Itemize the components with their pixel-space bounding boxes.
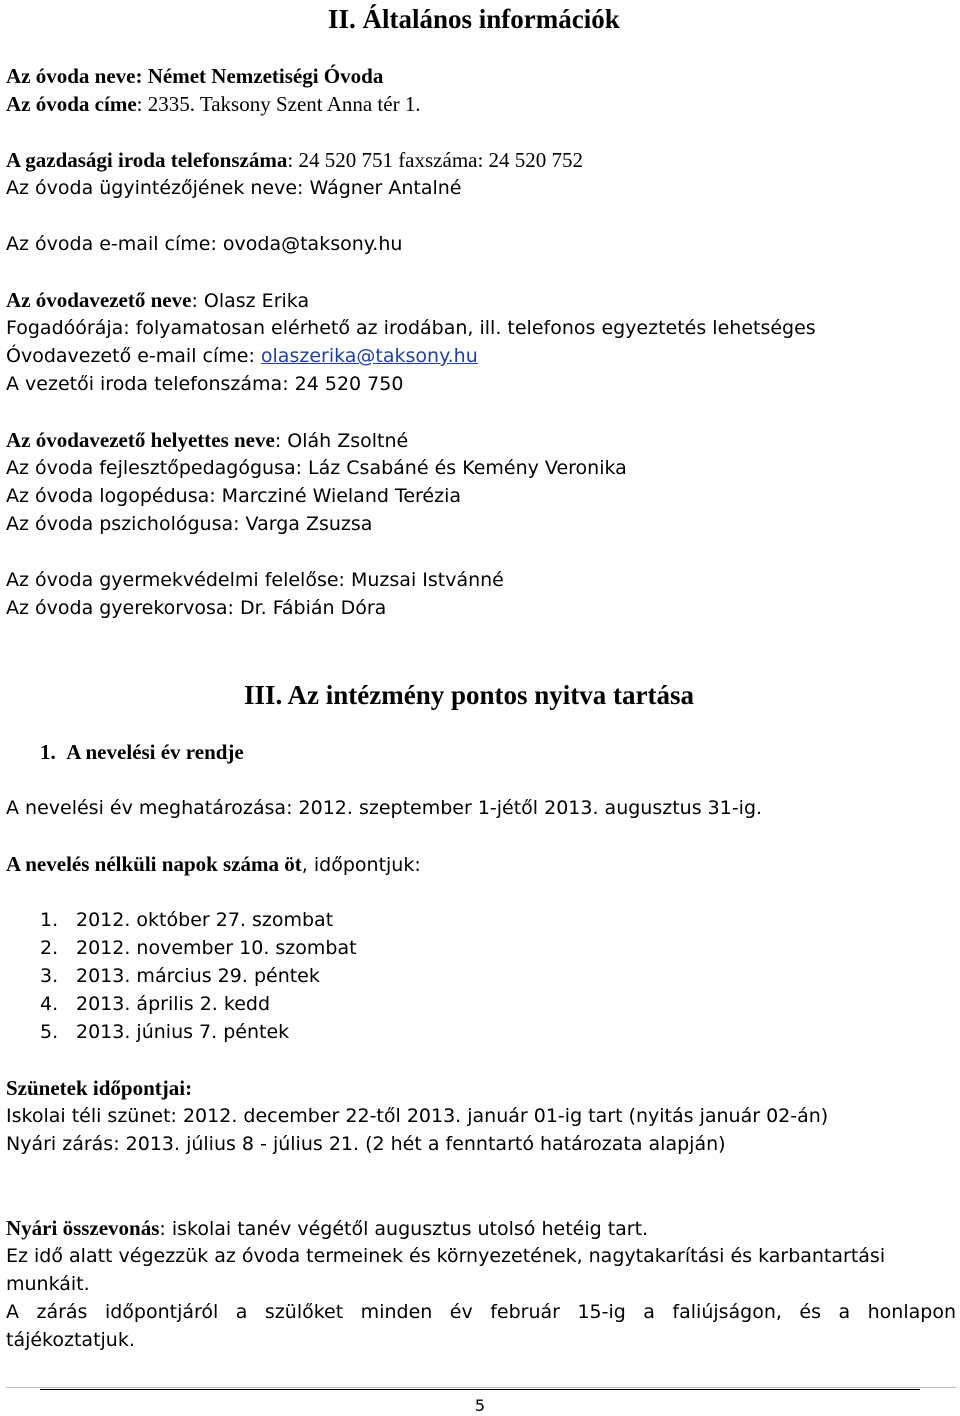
section-3-title: III. Az intézmény pontos nyitva tartása <box>244 680 694 710</box>
list-item <box>40 936 357 960</box>
child-protection-officer: Az óvoda gyermekvédelmi felelőse: Muzsai Istvánné <box>6 569 504 591</box>
list-item-number: 1. <box>40 909 59 931</box>
cleaning-line-1: Ez idő alatt végezzük az óvoda termeinek és környezetének, nagytakarítási és karbantartási <box>6 1245 886 1267</box>
footer-divider <box>40 1389 920 1390</box>
cleaning-line-2: munkáit. <box>6 1273 90 1295</box>
office-phone-label: A gazdasági iroda telefonszáma <box>6 148 288 172</box>
summer-merge <box>6 1216 648 1241</box>
notice-line-2: tájékoztatjuk. <box>6 1329 135 1351</box>
summer-closure: Nyári zárás: 2013. július 8 - július 21. (2 hét a fenntartó határozata alapján) <box>6 1133 726 1155</box>
director-email-label: Óvodavezető e-mail címe: <box>6 345 261 367</box>
winter-break: Iskolai téli szünet: 2012. december 22-től 2013. január 01-ig tart (nyitás január 02-án) <box>6 1105 829 1127</box>
development-teacher: Az óvoda fejlesztőpedagógusa: Láz Csabáné és Kemény Veronika <box>6 457 627 479</box>
summer-merge-label: Nyári összevonás <box>6 1216 160 1240</box>
footer-divider-light <box>6 1387 956 1388</box>
no-education-days-suffix: , időpontjuk: <box>301 854 421 876</box>
director-name <box>6 288 309 313</box>
subsection-title: A nevelési év rendje <box>66 740 244 764</box>
list-item-text: 2013. március 29. péntek <box>76 965 320 987</box>
page-number: 5 <box>474 1396 486 1415</box>
notice-line-1: A zárás időpontjáról a szülőket minden év február 15-ig a faliújságon, és a honlapon <box>6 1301 956 1323</box>
clerk-name: Az óvoda ügyintézőjének neve: Wágner Antalné <box>6 177 462 199</box>
director-email <box>6 344 478 368</box>
no-education-days <box>6 852 421 877</box>
speech-therapist: Az óvoda logopédusa: Marcziné Wieland Terézia <box>6 485 462 507</box>
address-label: Az óvoda címe <box>6 92 137 116</box>
list-item <box>40 1020 289 1044</box>
list-item <box>40 992 270 1016</box>
list-item-text: 2013. június 7. péntek <box>76 1021 290 1043</box>
office-hours: Fogadóórája: folyamatosan elérhető az irodában, ill. telefonos egyeztetés lehetséges <box>6 317 816 339</box>
year-definition: A nevelési év meghatározása: 2012. szeptember 1-jétől 2013. augusztus 31-ig. <box>6 797 763 819</box>
list-item <box>40 964 320 988</box>
director-phone: A vezetői iroda telefonszáma: 24 520 750 <box>6 373 404 395</box>
pediatrician: Az óvoda gyerekorvosa: Dr. Fábián Dóra <box>6 597 387 619</box>
list-item-number: 2. <box>40 937 59 959</box>
director-value: : Olasz Erika <box>191 290 310 312</box>
list-item <box>40 908 333 932</box>
deputy-name <box>6 428 408 453</box>
section-2-title: II. Általános információk <box>328 4 620 34</box>
list-item-text: 2012. november 10. szombat <box>76 937 357 959</box>
psychologist: Az óvoda pszichológusa: Varga Zsuzsa <box>6 513 373 535</box>
kindergarten-name: Az óvoda neve: Német Nemzetiségi Óvoda <box>6 64 384 88</box>
list-item-text: 2013. április 2. kedd <box>76 993 271 1015</box>
deputy-value: : Oláh Zsoltné <box>274 430 409 452</box>
director-label: Az óvodavezető neve <box>6 288 192 312</box>
deputy-label: Az óvodavezető helyettes neve <box>6 428 275 452</box>
kindergarten-email: Az óvoda e-mail címe: ovoda@taksony.hu <box>6 233 403 255</box>
breaks-title: Szünetek időpontjai: <box>6 1076 193 1100</box>
list-item-number: 5. <box>40 1021 59 1043</box>
office-phone <box>6 148 583 172</box>
subsection-1-heading <box>40 740 244 764</box>
office-phone-value: : 24 520 751 faxszáma: 24 520 752 <box>287 148 584 172</box>
list-item-number: 4. <box>40 993 59 1015</box>
list-item-number: 3. <box>40 965 59 987</box>
kindergarten-address <box>6 92 421 116</box>
address-value: : 2335. Taksony Szent Anna tér 1. <box>136 92 421 116</box>
no-education-days-label: A nevelés nélküli napok száma öt <box>6 852 302 876</box>
summer-merge-value: : iskolai tanév végétől augusztus utolsó hetéig tart. <box>159 1218 649 1240</box>
director-email-link[interactable]: olaszerika@taksony.hu <box>260 345 478 367</box>
list-item-text: 2012. október 27. szombat <box>76 909 334 931</box>
subsection-number: 1. <box>40 740 56 764</box>
